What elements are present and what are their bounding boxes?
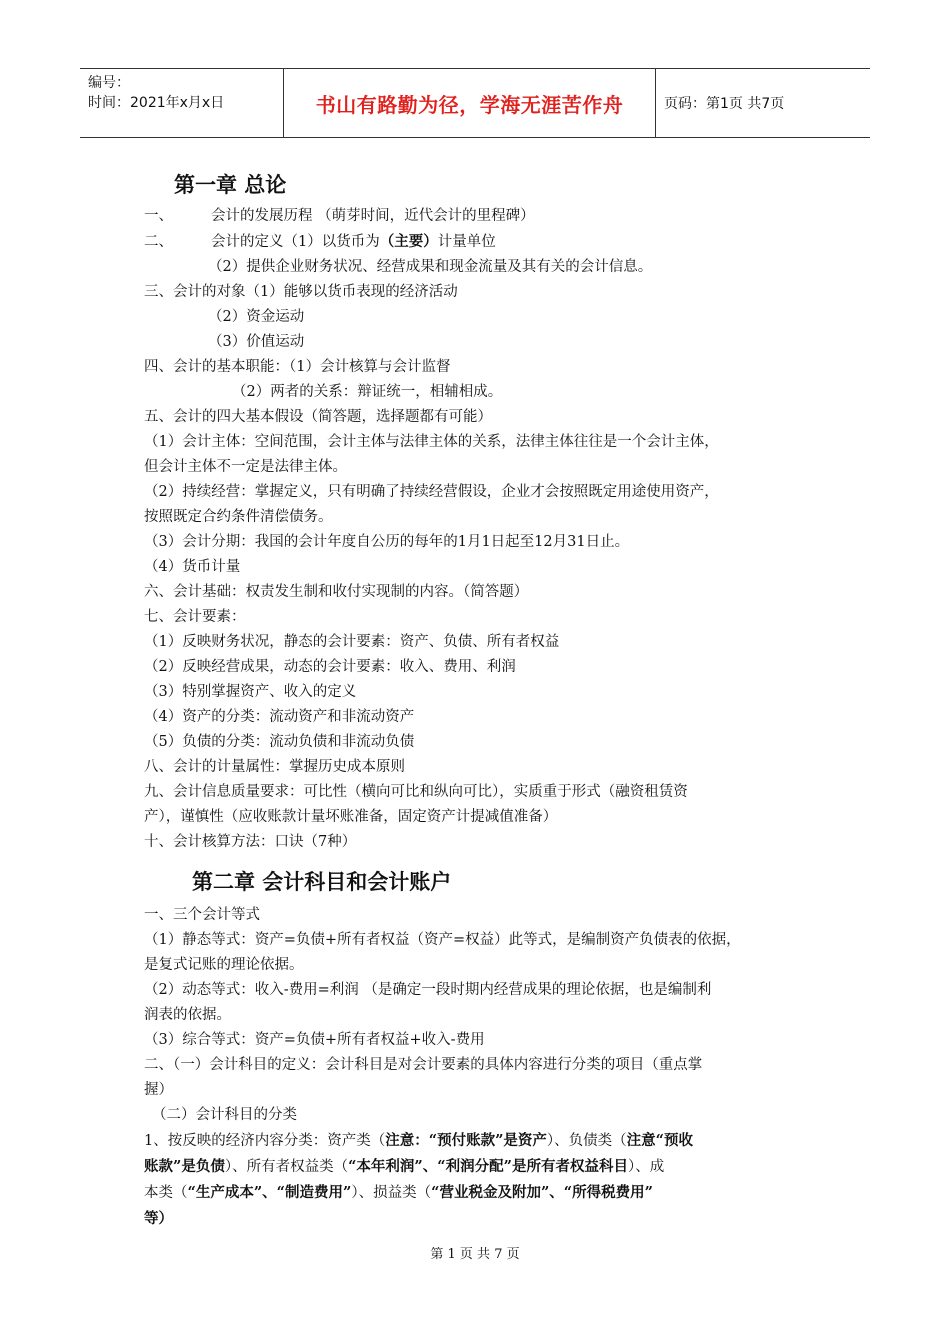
- paragraph: （5）负债的分类：流动负债和非流动负债: [144, 734, 415, 750]
- paragraph: 但会计主体不一定是法律主体。: [144, 459, 347, 475]
- item-number: 二、: [144, 234, 173, 250]
- text-run: 本类（: [144, 1185, 188, 1201]
- paragraph: 产），谨慎性（应收账款计量坏账准备，固定资产计提减值准备）: [144, 809, 558, 825]
- paragraph: （1）会计主体：空间范围，会计主体与法律主体的关系，法律主体往往是一个会计主体，: [144, 434, 719, 450]
- paragraph: [144, 1154, 824, 1180]
- bold-text: 等）: [144, 1210, 173, 1227]
- paragraph: （1）反映财务状况，静态的会计要素：资产、负债、所有者权益: [144, 634, 560, 650]
- paragraph: [144, 1128, 824, 1154]
- paragraph: （2）两者的关系：辩证统一，相辅相成。: [232, 384, 503, 400]
- text-run: ）、损益类（: [351, 1185, 432, 1201]
- paragraph: （2）资金运动: [208, 309, 305, 325]
- doc-number-label: 编号：: [88, 75, 130, 91]
- paragraph: （2）反映经营成果，动态的会计要素：收入、费用、利润: [144, 659, 516, 675]
- paragraph: （3）会计分期：我国的会计年度自公历的每年的1月1日起至12月31日止。: [144, 534, 630, 550]
- chapter-2-title: 第二章 会计科目和会计账户: [192, 870, 452, 894]
- text-run: 1、按反映的经济内容分类：资产类（: [144, 1133, 386, 1149]
- bold-text: “本年利润”、“利润分配”是所有者权益科目: [348, 1158, 628, 1175]
- paragraph: （2）提供企业财务状况、经营成果和现金流量及其有关的会计信息。: [208, 259, 653, 275]
- paragraph: 按照既定合约条件清偿债务。: [144, 509, 333, 525]
- item-text: 会计的发展历程 （萌芽时间，近代会计的里程碑）: [211, 208, 535, 224]
- document-body: [144, 168, 824, 1232]
- paragraph: 五、会计的四大基本假设（简答题，选择题都有可能）: [144, 409, 492, 425]
- bold-text: （主要）: [379, 233, 438, 250]
- page-header: [80, 68, 870, 138]
- paragraph: （2）持续经营：掌握定义，只有明确了持续经营假设，企业才会按照既定用途使用资产，: [144, 484, 719, 500]
- bold-text: 注意“预收: [626, 1132, 694, 1149]
- paragraph: 十、会计核算方法：口诀（7种）: [144, 834, 357, 850]
- paragraph: [144, 229, 824, 255]
- paragraph: 八、会计的计量属性：掌握历史成本原则: [144, 759, 405, 775]
- paragraph: 是复式记账的理论依据。: [144, 957, 304, 973]
- paragraph: 七、会计要素：: [144, 609, 246, 625]
- doc-date-label: 时间：2021年x月x日: [88, 95, 225, 111]
- paragraph: （4）货币计量: [144, 559, 241, 575]
- item-text: 计量单位: [437, 234, 496, 250]
- paragraph: [144, 1206, 824, 1232]
- paragraph: 一、三个会计等式: [144, 907, 260, 923]
- bold-text: “营业税金及附加”、“所得税费用”: [431, 1184, 653, 1201]
- paragraph: （3）价值运动: [208, 334, 305, 350]
- paragraph: （二）会计科目的分类: [152, 1107, 297, 1123]
- paragraph: 四、会计的基本职能：（1）会计核算与会计监督: [144, 359, 451, 375]
- paragraph: （2）动态等式：收入-费用=利润 （是确定一段时期内经营成果的理论依据，也是编制利: [144, 982, 712, 998]
- item-number: 一、: [144, 208, 173, 224]
- paragraph: （4）资产的分类：流动资产和非流动资产: [144, 709, 415, 725]
- header-motto: 书山有路勤为径，学海无涯苦作舟: [283, 69, 656, 137]
- paragraph: 握）: [144, 1082, 173, 1098]
- paragraph: 六、会计基础：权责发生制和收付实现制的内容。（简答题）: [144, 584, 529, 600]
- header-page-label: 页码：第1页 共7页: [664, 96, 785, 112]
- bold-text: “生产成本”、“制造费用”: [187, 1184, 352, 1201]
- header-meta: [88, 73, 278, 113]
- paragraph: （1）静态等式：资产=负债+所有者权益（资产=权益）此等式，是编制资产负债表的依据，: [144, 932, 741, 948]
- item-text: 会计的定义（1）以货币为: [211, 234, 380, 250]
- paragraph: [144, 204, 824, 229]
- text-run: ）、负债类（: [546, 1133, 627, 1149]
- paragraph: [144, 1180, 824, 1206]
- bold-text: 账款”是负债: [144, 1158, 225, 1175]
- paragraph: 二、（一）会计科目的定义：会计科目是对会计要素的具体内容进行分类的项目（重点掌: [144, 1057, 703, 1073]
- bold-text: 注意：“预付账款”是资产: [385, 1132, 547, 1149]
- text-run: ）、成: [627, 1159, 665, 1175]
- text-run: ）、所有者权益类（: [224, 1159, 349, 1175]
- paragraph: 润表的依据。: [144, 1007, 231, 1023]
- page-footer: 第 1 页 共 7 页: [430, 1247, 520, 1262]
- paragraph: （3）特别掌握资产、收入的定义: [144, 684, 357, 700]
- paragraph: 九、会计信息质量要求：可比性（横向可比和纵向可比），实质重于形式（融资租赁资: [144, 784, 688, 800]
- paragraph: 三、会计的对象（1）能够以货币表现的经济活动: [144, 284, 458, 300]
- chapter-1-title: 第一章 总论: [174, 173, 287, 197]
- paragraph: （3）综合等式：资产=负债+所有者权益+收入-费用: [144, 1032, 485, 1048]
